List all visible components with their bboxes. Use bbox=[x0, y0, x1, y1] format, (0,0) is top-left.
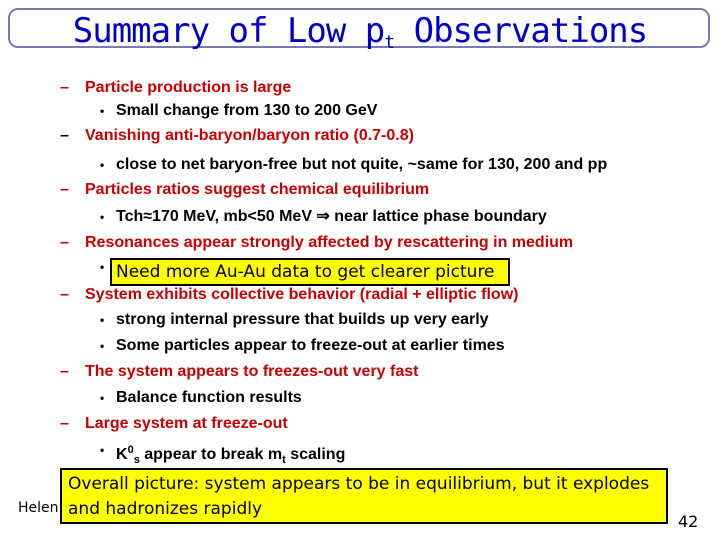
footer-author: Helen bbox=[18, 500, 59, 516]
callout-need-more-data: Need more Au-Au data to get clearer picture bbox=[110, 258, 510, 286]
callout-overall-picture: Overall picture: system appears to be in equilibrium, but it explodes and hadronizes rapidly bbox=[60, 468, 668, 524]
slide-title: Summary of Low $p_t$ Observations bbox=[72, 11, 648, 53]
page-number: 42 bbox=[678, 512, 699, 531]
